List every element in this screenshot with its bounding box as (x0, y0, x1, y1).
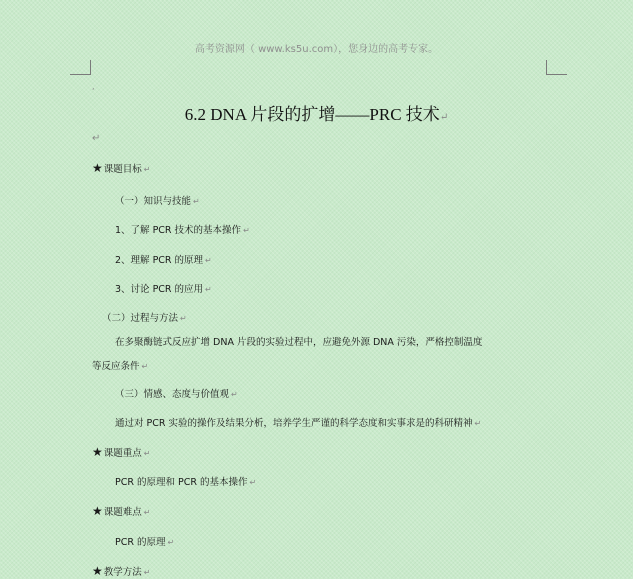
section-heading-difficulties (92, 504, 150, 518)
line-text: 在多聚酶链式反应扩增 DNA 片段的实验过程中，应避免外源 DNA 污染，严格控制温度 (115, 337, 483, 348)
line-text: （三）情感、态度与价值观 (115, 389, 230, 400)
line-text: （一）知识与技能 (115, 196, 192, 207)
document-title (0, 100, 633, 125)
body-paragraph-line (115, 415, 481, 429)
paragraph-mark: ↵ (167, 538, 175, 547)
body-paragraph-line (92, 358, 148, 372)
star-bullet-icon: ★ (92, 564, 103, 578)
paragraph-mark: ↵ (180, 314, 187, 323)
star-bullet-icon: ★ (92, 504, 103, 518)
subheading-process-methods (102, 310, 187, 324)
line-text: 1、了解 PCR 技术的基本操作 (115, 225, 242, 236)
section-heading-key-points (92, 445, 150, 459)
star-bullet-icon: ★ (92, 445, 103, 459)
page-margin-corner-right (546, 60, 567, 75)
paragraph-mark: ↵ (243, 226, 250, 235)
paragraph-mark: ↵ (143, 165, 151, 174)
section-heading-teaching-methods (92, 564, 150, 578)
list-item (115, 281, 212, 295)
line-text: （二）过程与方法 (102, 313, 179, 324)
body-paragraph-line (115, 474, 256, 488)
paragraph-mark: ↵ (143, 568, 151, 577)
paragraph-mark: , (92, 82, 95, 91)
line-text: 2、理解 PCR 的原理 (115, 255, 204, 266)
section-heading-goals (92, 161, 150, 175)
paragraph-mark: ↵ (205, 285, 212, 294)
paragraph-mark: ↵ (143, 449, 151, 458)
body-paragraph-line (115, 534, 174, 548)
paragraph-mark: ↵ (249, 478, 257, 487)
line-text: 课题难点 (103, 507, 142, 518)
list-item (115, 252, 212, 266)
line-text: 课题目标 (103, 164, 142, 175)
line-text: 通过对 PCR 实验的操作及结果分析，培养学生严谨的科学态度和实事求是的科研精神 (115, 418, 473, 429)
star-bullet-icon: ★ (92, 161, 103, 175)
header-source-text: 高考资源网（ www.ks5u.com），您身边的高考专家。 (194, 44, 439, 55)
line-text: 3、讨论 PCR 的应用 (115, 284, 204, 295)
page-margin-corner-left (70, 60, 91, 75)
paragraph-mark: ↵ (193, 197, 200, 206)
paragraph-mark: ↵ (231, 390, 238, 399)
line-text: 课题重点 (103, 448, 142, 459)
paragraph-mark: ↵ (143, 508, 151, 517)
line-text: PCR 的原理 (115, 537, 166, 548)
title-text: 6.2 DNA 片段的扩增——PRC 技术 (184, 105, 440, 124)
line-text: 等反应条件 (92, 361, 140, 372)
list-item (115, 222, 250, 236)
subheading-knowledge-skills (115, 193, 200, 207)
line-text: PCR 的原理和 PCR 的基本操作 (115, 477, 248, 488)
subheading-attitudes-values (115, 386, 238, 400)
line-text: 教学方法 (103, 567, 142, 578)
body-paragraph-line (115, 334, 482, 348)
paragraph-mark: ↵ (141, 362, 149, 371)
paragraph-mark: ↵ (474, 419, 482, 428)
paragraph-mark: ↵ (439, 112, 449, 123)
empty-paragraph-mark: ↵ (92, 133, 101, 144)
paragraph-mark: ↵ (205, 256, 212, 265)
